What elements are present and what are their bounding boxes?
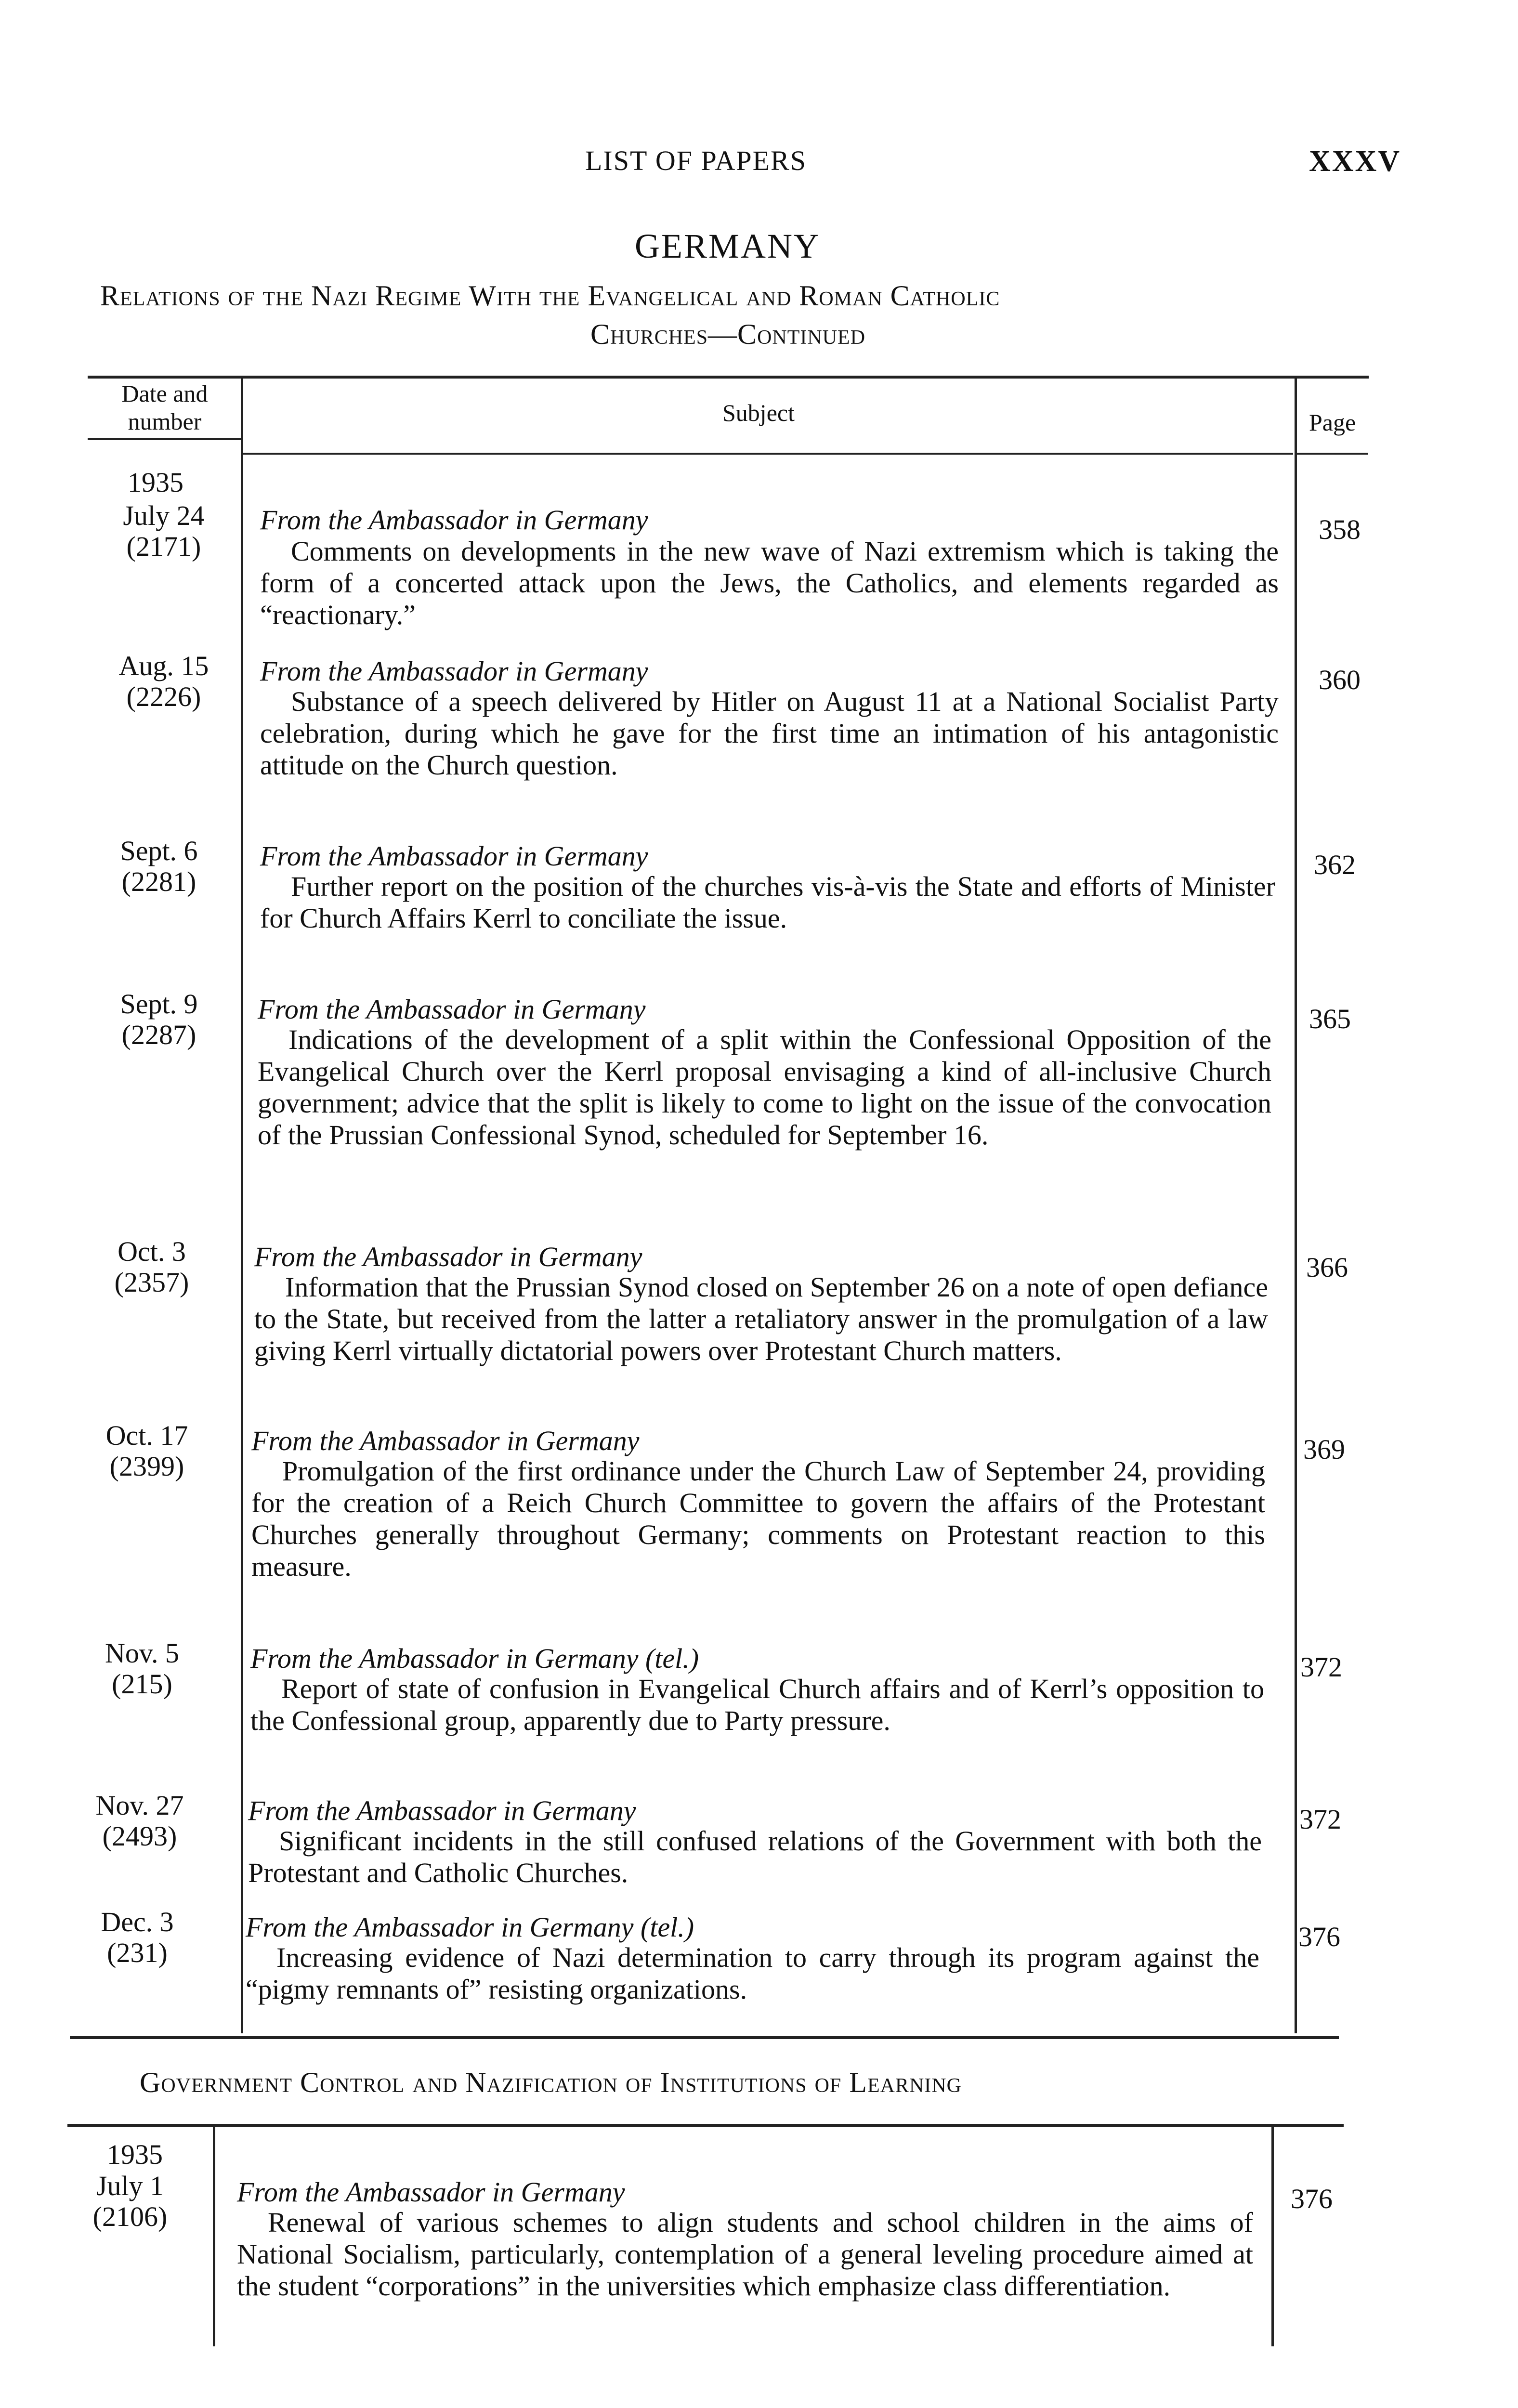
- entry-date: Oct. 17: [105, 1420, 188, 1451]
- entry-page: 366: [1306, 1252, 1348, 1283]
- entry-page: 376: [1291, 2183, 1333, 2214]
- year-label: 1935: [128, 467, 183, 498]
- entry-date: Sept. 6: [120, 835, 198, 866]
- entry-date: July 1: [96, 2170, 164, 2201]
- entry-subject: Renewal of various schemes to align students and school children in the aims of National Socialism, particularly, contemplation of a general leveling procedure aimed at the student “corporations” in the universities which emphasize class differentiation.: [237, 2207, 1253, 2302]
- entry-subject: Report of state of confusion in Evangelical Church affairs and of Kerrl’s opposition to the Confessional group, apparently due to Party pressure.: [250, 1673, 1264, 1736]
- entry-source: From the Ambassador in Germany: [260, 840, 648, 872]
- entry-subject: Information that the Prussian Synod closed on September 26 on a note of open defiance to the State, but received from the latter a retaliatory answer in the promulgation of a law giving Kerrl virtually dictatorial powers over Protestant Church matters.: [254, 1271, 1268, 1366]
- entry-date: Nov. 5: [105, 1637, 180, 1669]
- entry-number: (2399): [109, 1451, 184, 1482]
- section2-title: Government Control and Nazification of Institutions of Learning: [140, 2067, 962, 2098]
- country-heading: GERMANY: [635, 227, 821, 265]
- entry-date: Sept. 9: [120, 988, 198, 1020]
- year-label: 1935: [107, 2139, 163, 2170]
- column-divider-right: [1295, 377, 1297, 2033]
- table-top-rule: [88, 376, 1369, 379]
- header-underline-page: [1296, 453, 1368, 455]
- entry-number: (2287): [121, 1019, 196, 1050]
- entry-source: From the Ambassador in Germany: [260, 504, 648, 536]
- entry-subject: Increasing evidence of Nazi determination to carry through its program against the “pigmy remnants of” resisting organizations.: [246, 1942, 1259, 2005]
- table-bottom-rule: [70, 2036, 1339, 2039]
- entry-date: Oct. 3: [118, 1236, 186, 1267]
- entry-page: 365: [1309, 1003, 1351, 1034]
- entry-page: 372: [1300, 1651, 1342, 1683]
- section-title-line2: Churches—Continued: [590, 318, 866, 350]
- entry-source: From the Ambassador in Germany: [258, 994, 646, 1025]
- entry-date: July 24: [123, 500, 205, 531]
- entry-date: Nov. 27: [95, 1790, 184, 1821]
- entry-page: 369: [1303, 1434, 1345, 1465]
- section-title-line1: Relations of the Nazi Regime With the Evangelical and Roman Catholic: [100, 280, 1000, 312]
- running-title: LIST OF PAPERS: [585, 145, 807, 176]
- entry-subject: Significant incidents in the still confused relations of the Government with both the Protestant and Catholic Churches.: [248, 1825, 1262, 1888]
- entry-source: From the Ambassador in Germany: [248, 1795, 636, 1826]
- page-number: XXXV: [1309, 145, 1401, 178]
- entry-page: 376: [1298, 1921, 1340, 1952]
- entry-subject: Substance of a speech delivered by Hitler on August 11 at a National Socialist Party celebration, during which he gave for the first time an intimation of his antagonistic attitude on the Church question.: [260, 686, 1279, 781]
- entry-number: (231): [107, 1937, 168, 1968]
- column-header-date: Date and number: [121, 380, 208, 435]
- entry-subject: Promulgation of the first ordinance under the Church Law of September 24, providing for the creation of a Reich Church Committee to govern the affairs of the Protestant Churches generally throughout Germany; comments on Protestant reaction to this measure.: [251, 1455, 1265, 1582]
- header-underline-date: [88, 438, 242, 440]
- entry-page: 358: [1319, 514, 1361, 545]
- entry-subject: Indications of the development of a split within the Confessional Opposition of the Evangelical Church over the Kerrl proposal envisaging a kind of all-inclusive Church government; advice that the split is likely to come to light on the issue of the convocation of the Prussian Confessional Synod, scheduled for September 16.: [258, 1024, 1271, 1151]
- entry-subject: Further report on the position of the churches vis-à-vis the State and efforts of Minister for Church Affairs Kerrl to conciliate the issue.: [260, 871, 1275, 934]
- entry-source: From the Ambassador in Germany: [251, 1425, 640, 1456]
- entry-page: 362: [1314, 849, 1356, 880]
- entry-number: (2281): [121, 866, 196, 897]
- section2-top-rule: [67, 2124, 1344, 2127]
- entry-page: 360: [1319, 664, 1361, 695]
- section2-divider-right: [1271, 2125, 1274, 2346]
- header-underline-subject: [243, 453, 1293, 455]
- entry-date: Aug. 15: [118, 650, 209, 681]
- column-header-page: Page: [1309, 409, 1356, 436]
- entry-number: (2171): [126, 531, 201, 562]
- column-header-subject: Subject: [722, 399, 795, 426]
- entry-source: From the Ambassador in Germany (tel.): [246, 1911, 694, 1943]
- entry-source: From the Ambassador in Germany: [260, 655, 648, 687]
- entry-number: (2357): [114, 1267, 189, 1298]
- entry-source: From the Ambassador in Germany: [237, 2176, 625, 2208]
- column-divider-left: [241, 377, 243, 2033]
- section2-divider-left: [213, 2125, 215, 2346]
- entry-number: (215): [112, 1668, 172, 1700]
- entry-subject: Comments on developments in the new wave of Nazi extremism which is taking the form of a concerted attack upon the Jews, the Catholics, and elements regarded as “reactionary.”: [260, 536, 1279, 630]
- entry-source: From the Ambassador in Germany (tel.): [250, 1643, 699, 1674]
- entry-number: (2493): [102, 1820, 177, 1852]
- entry-number: (2226): [126, 681, 201, 712]
- entry-page: 372: [1299, 1804, 1341, 1835]
- entry-date: Dec. 3: [101, 1906, 174, 1937]
- entry-number: (2106): [92, 2201, 168, 2232]
- entry-source: From the Ambassador in Germany: [254, 1241, 642, 1272]
